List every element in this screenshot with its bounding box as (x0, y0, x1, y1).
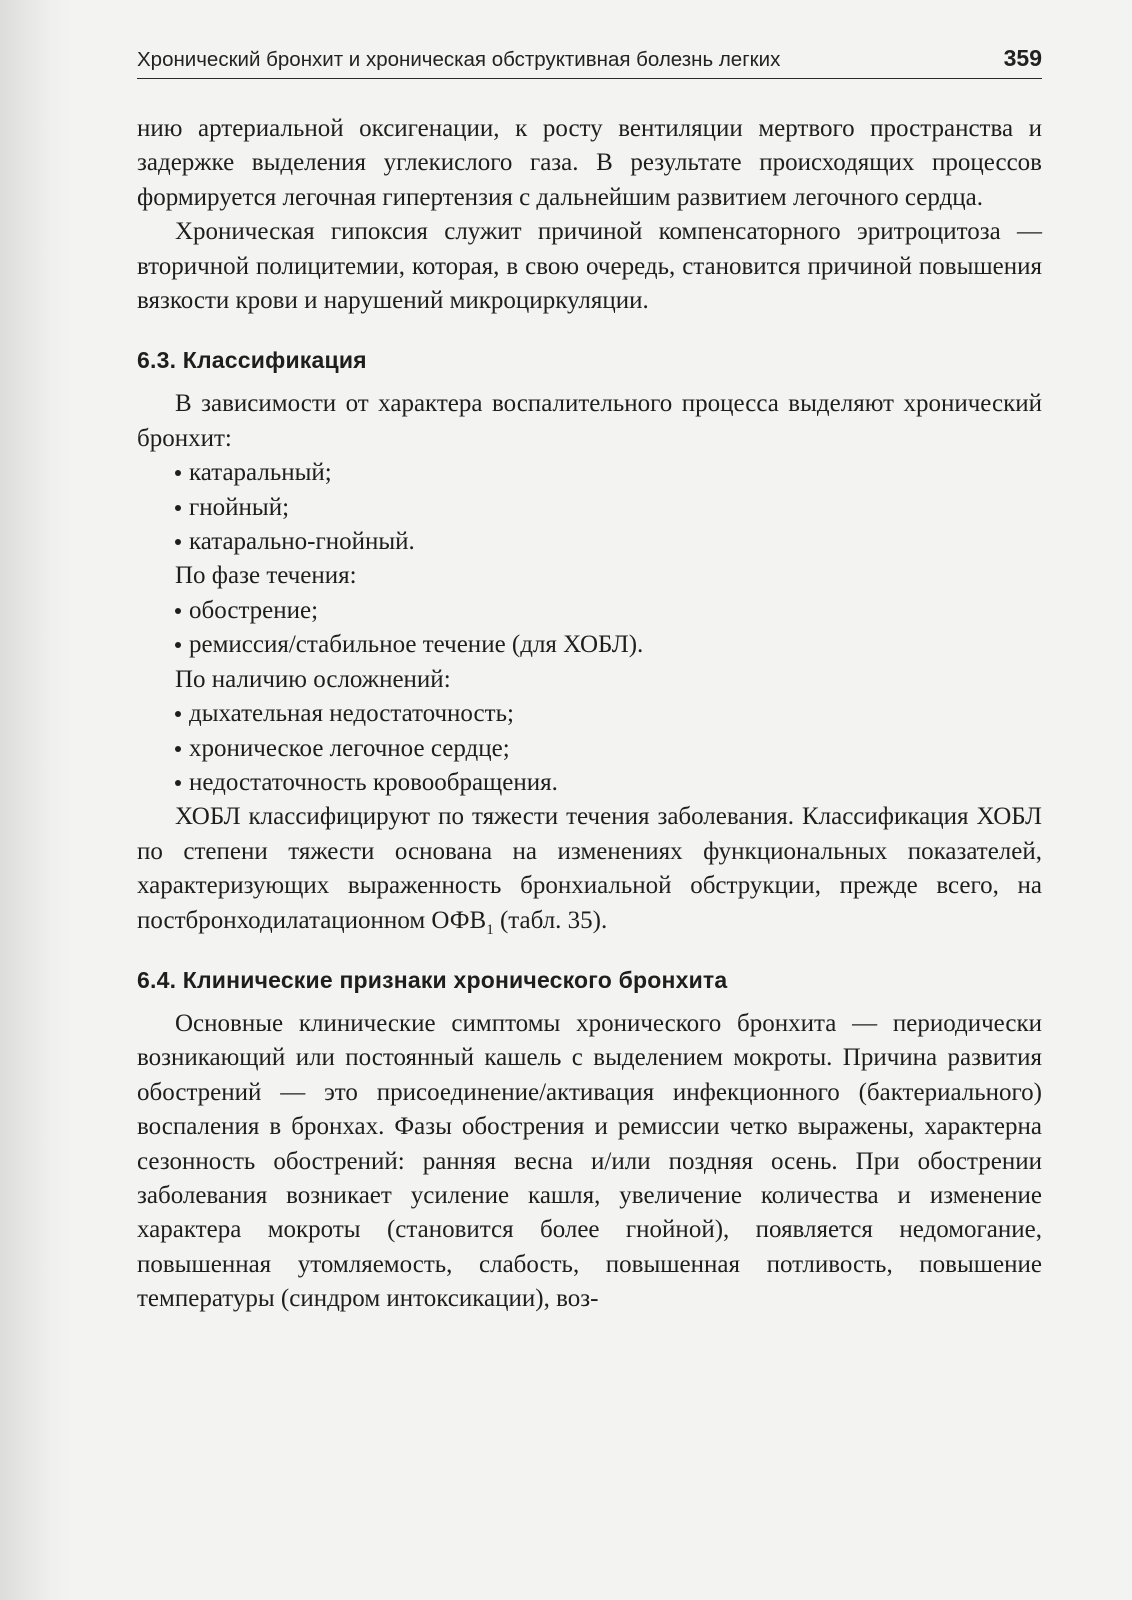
page-body (137, 112, 1042, 1317)
running-header (137, 42, 1042, 79)
section-heading-classification: 6.3. Классификация (137, 347, 367, 374)
phase-list (137, 594, 1042, 663)
list-item: дыхательная недостаточность; (175, 697, 1042, 731)
clinical-signs-paragraph: Основные клинические симптомы хронического бронхита — периодически возникающий или постоянный кашель с выделением мокроты. Причина развития обострений — это присоединение/активация инфекционного (бактериального) воспаления в бронхах. Фазы обострения и ремиссии четко выражены, характерна сезонность обострений: ранняя весна и/или поздняя осень. При обострении заболевания возникает усиление кашля, увеличение количества и изменение характера мокроты (становится более гнойной), появляется недомогание, повышенная утомляемость, слабость, повышенная потливость, повышение температуры (синдром интоксикации), воз- (137, 1009, 1042, 1313)
paragraph-hypoxia: Хроническая гипоксия служит причиной компенсаторного эритроцитоза — вторичной полицитемии, которая, в свою очередь, становится причиной повышения вязкости крови и нарушений микроциркуляции. (137, 218, 1042, 315)
classification-intro: В зависимости от характера воспалительного процесса выделяют хронический бронхит: (137, 390, 1042, 452)
complications-list (137, 697, 1042, 800)
list-item: недостаточность кровообращения. (175, 766, 1042, 800)
complications-label: По наличию осложнений: (175, 665, 451, 693)
scan-shadow-edge (0, 0, 70, 1600)
phase-label: По фазе течения: (175, 562, 357, 590)
paragraph-continuation: нию артериальной оксигенации, к росту вентиляции мертвого пространства и задержке выделения углекислого газа. В результате происходящих процессов формируется легочная гипертензия с дальнейшим развитием легочного сердца. (137, 115, 1042, 211)
list-item: хроническое легочное сердце; (175, 732, 1042, 766)
page-number: 359 (1003, 45, 1042, 71)
list-item: обострение; (175, 594, 1042, 628)
list-item: катарально-гнойный. (175, 525, 1042, 559)
section-heading-clinical-signs: 6.4. Клинические признаки хронического бронхита (137, 966, 728, 993)
copd-text: ХОБЛ классифицируют по тяжести течения заболевания. Классификация ХОБЛ по степени тяжести основана на изменениях функциональных показателей, характеризующих выраженность бронхиальной обструкции, прежде всего, на постбронходилатационном ОФВ (137, 803, 1042, 934)
copd-text-end: (табл. 35). (493, 906, 608, 934)
fev-subscript: 1 (486, 921, 494, 938)
list-item: гнойный; (175, 491, 1042, 525)
list-item: ремиссия/стабильное течение (для ХОБЛ). (175, 628, 1042, 662)
inflammation-type-list (137, 456, 1042, 559)
copd-classification-paragraph (137, 800, 1042, 938)
list-item: катаральный; (175, 456, 1042, 490)
running-header-title: Хронический бронхит и хроническая обструктивная болезнь легких (137, 48, 781, 71)
